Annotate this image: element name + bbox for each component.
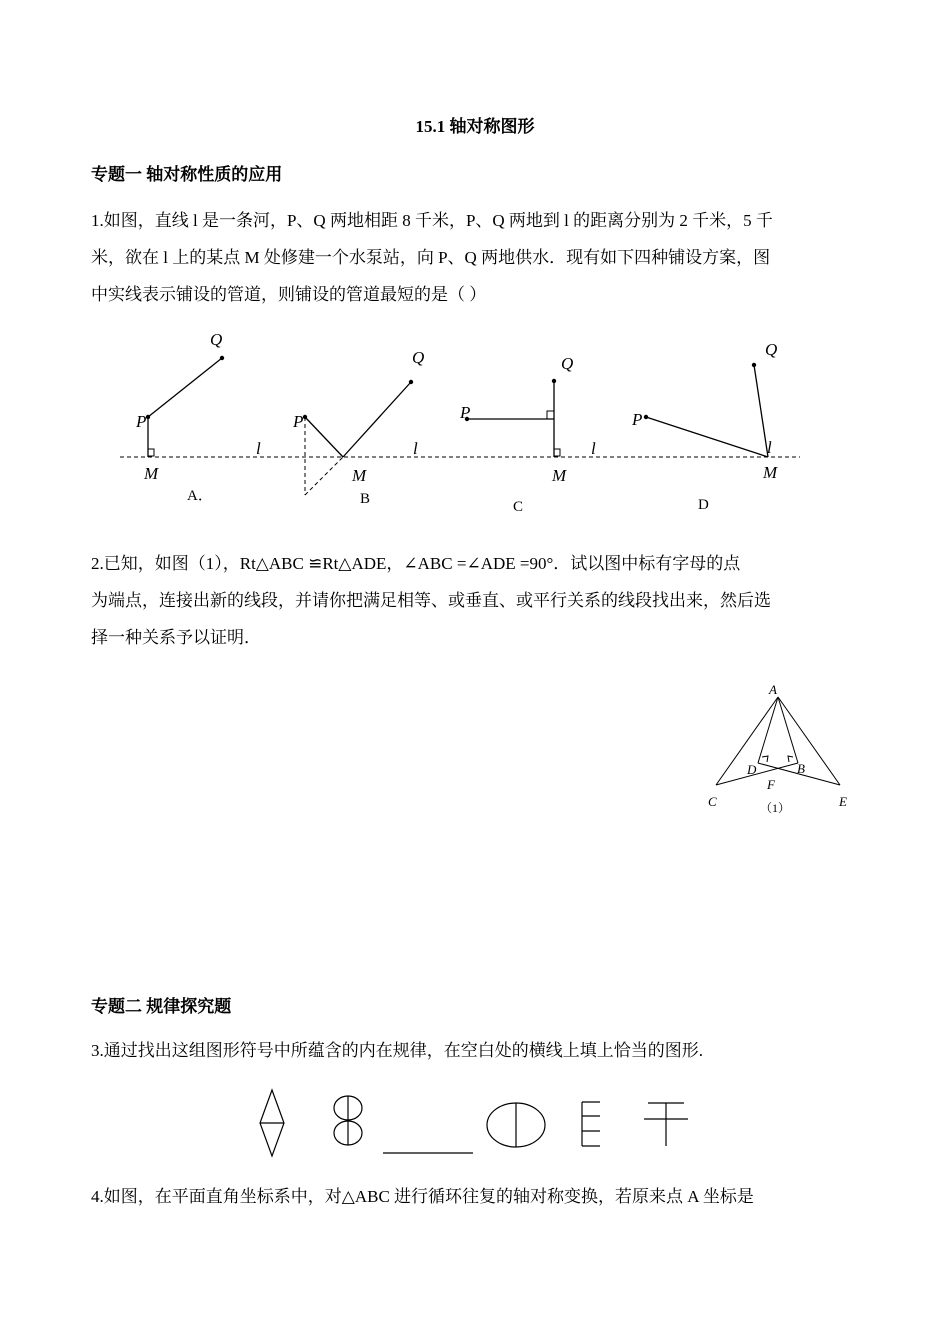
point-q-dot [409, 380, 413, 384]
section-heading-2: 专题二 规律探究题 [91, 997, 232, 1016]
symbol-gan-shape [644, 1103, 688, 1146]
label-a: A [769, 682, 777, 697]
label-b: B [797, 761, 805, 776]
question-4-line: 4.如图，在平面直角坐标系中，对△ABC 进行循环往复的轴对称变换，若原来点 A 坐标是 [91, 1187, 754, 1206]
label-f: F [767, 777, 775, 792]
label-q: Q [765, 340, 778, 359]
option-b-reflect-line [305, 457, 343, 495]
option-b-pipe-pm [305, 417, 343, 457]
option-c-label: C [513, 499, 524, 515]
segment-ab [778, 697, 798, 763]
option-d-pipe-pm [646, 417, 768, 457]
question-1-figure [0, 320, 950, 520]
label-p: P [632, 410, 643, 429]
question-4-text [91, 1178, 861, 1215]
question-2-text [91, 545, 861, 656]
label-m: M [352, 466, 367, 485]
question-2-figure [700, 678, 865, 823]
segment-ad [758, 697, 778, 763]
symbol-e-shape [582, 1102, 600, 1146]
label-l: l [767, 438, 772, 457]
option-b-label: B [360, 491, 371, 507]
label-p: P [293, 412, 304, 431]
symbol-double-diamond [260, 1090, 284, 1156]
option-a-right-angle [148, 449, 154, 456]
option-c-right-angle [554, 449, 560, 456]
symbol-figure-eight [334, 1096, 362, 1145]
point-p-dot [146, 415, 150, 419]
option-a-label: A． [187, 488, 213, 504]
label-l: l [591, 439, 596, 458]
right-angle-b [788, 756, 793, 762]
label-q: Q [412, 348, 425, 367]
segment-ae [778, 697, 840, 785]
question-2-line: 为端点，连接出新的线段，并请你把满足相等、或垂直、或平行关系的线段找出来，然后选 [91, 591, 771, 610]
label-q: Q [210, 330, 223, 349]
question-1-line: 1.如图，直线 l 是一条河，P、Q 两地相距 8 千米，P、Q 两地到 l 的距离分别为 2 千米，5 千 [91, 211, 773, 230]
point-q-dot [552, 379, 556, 383]
question-3-line: 3.通过找出这组图形符号中所蕴含的内在规律，在空白处的横线上填上恰当的图形. [91, 1041, 703, 1060]
right-angle-d [762, 756, 768, 762]
option-b-pipe-mq [343, 382, 411, 457]
question-2-line: 2.已知，如图（1），Rt△ABC ≌Rt△ADE，∠ABC =∠ADE =90°．试以图中标有字母的点 [91, 554, 741, 573]
point-q-dot [220, 356, 224, 360]
question-1-text [91, 202, 861, 313]
label-l: l [413, 439, 418, 458]
label-e: E [839, 794, 847, 809]
option-d-label: D [698, 497, 709, 513]
question-3-text [91, 1032, 861, 1069]
label-l: l [256, 439, 261, 458]
option-a-pipe-pq [148, 358, 222, 417]
point-p-dot [644, 415, 648, 419]
label-p: P [460, 403, 471, 422]
page-title: 15.1 轴对称图形 [415, 117, 535, 136]
label-p: P [136, 412, 147, 431]
label-m: M [144, 464, 159, 483]
figure-caption: （1） [760, 801, 791, 815]
question-1-line: 米，欲在 l 上的某点 M 处修建一个水泵站，向 P、Q 两地供水．现有如下四种铺设方案，图 [91, 248, 771, 267]
symbol-split-circle [487, 1103, 545, 1147]
section-heading-1: 专题一 轴对称性质的应用 [91, 165, 283, 184]
question-3-symbols [240, 1085, 710, 1165]
option-c-right-angle [547, 411, 554, 419]
point-p-dot [303, 415, 307, 419]
question-2-line: 择一种关系予以证明． [91, 628, 261, 647]
label-d: D [747, 762, 757, 777]
label-c: C [708, 794, 717, 809]
question-1-line: 中实线表示铺设的管道，则铺设的管道最短的是（ ） [91, 285, 487, 304]
point-q-dot [752, 363, 756, 367]
label-m: M [552, 466, 567, 485]
option-d-pipe-qm [754, 365, 768, 457]
label-m: M [763, 463, 778, 482]
label-q: Q [561, 354, 574, 373]
segment-cb [716, 763, 798, 785]
